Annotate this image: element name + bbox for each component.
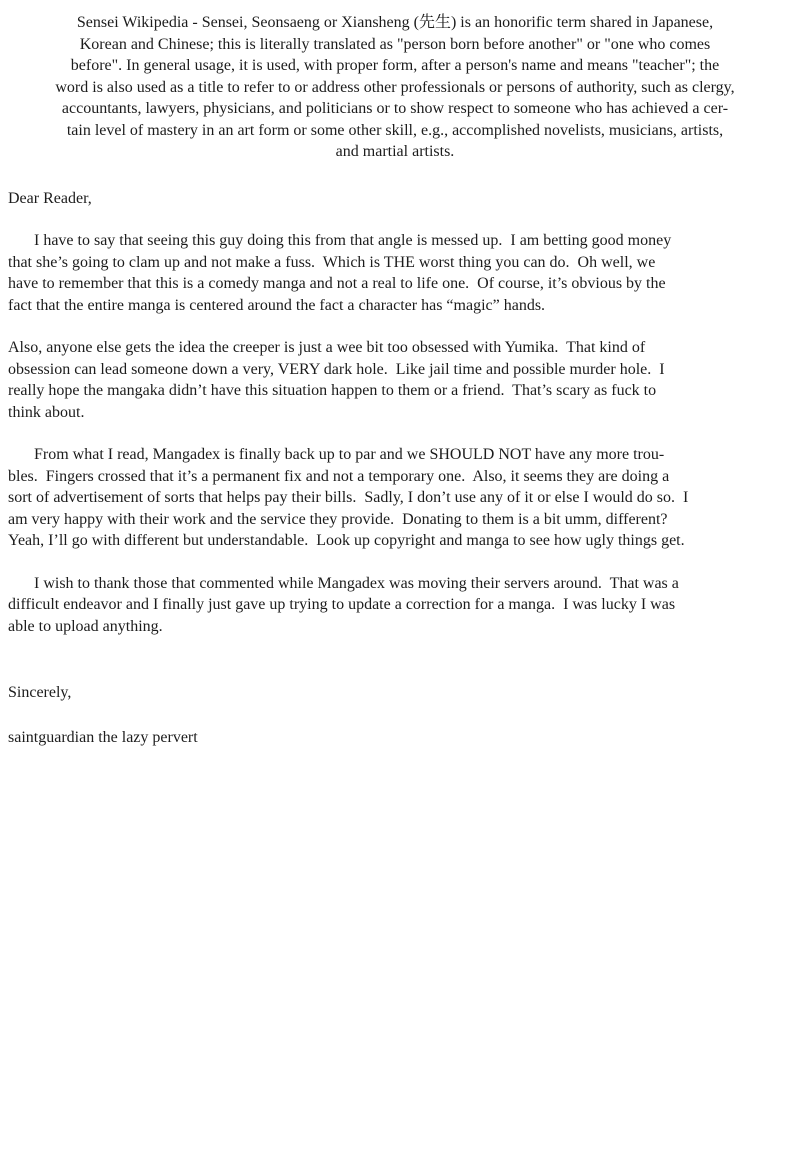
header-paragraph bbox=[8, 12, 782, 163]
text-line: really hope the mangaka didn’t have this situation happen to them or a friend. That’s scary as fuck to bbox=[8, 382, 657, 399]
text-line: fact that the entire manga is centered around the fact a character has “magic” hands. bbox=[8, 296, 546, 314]
text-line: that she’s going to clam up and not make a fuss. Which is THE worst thing you can do. Oh well, we bbox=[8, 253, 656, 271]
text-line: Sensei Wikipedia - Sensei, Seonsaeng or Xiansheng (先生) is an honorific term shared in Japanese, bbox=[76, 14, 714, 31]
paragraph-2 bbox=[8, 337, 782, 423]
text-line: I wish to thank those that commented while Mangadex was moving their servers around. That was a bbox=[34, 574, 679, 592]
paragraph-1 bbox=[8, 230, 782, 316]
text-line: difficult endeavor and I finally just gave up trying to update a correction for a manga. I was lucky I was bbox=[8, 596, 676, 613]
text-line: I have to say that seeing this guy doing this from that angle is messed up. I am betting good money bbox=[34, 232, 672, 249]
text-line: able to upload anything. bbox=[8, 617, 163, 635]
text-line: think about. bbox=[8, 403, 85, 421]
text-line: tain level of mastery in an art form or some other skill, e.g., accomplished novelists, musicians, artists, bbox=[66, 121, 724, 139]
text-line: sort of advertisement of sorts that helps pay their bills. Sadly, I don’t use any of it or else I would do so. I bbox=[8, 489, 689, 506]
closing: Sincerely, bbox=[8, 684, 72, 701]
text-line: before". In general usage, it is used, with proper form, after a person's name and means "teacher"; the bbox=[70, 57, 720, 74]
text-line: From what I read, Mangadex is finally back up to par and we SHOULD NOT have any more trou- bbox=[34, 446, 665, 463]
text-line: Yeah, I’ll go with different but understandable. Look up copyright and manga to see how ugly things get. bbox=[8, 532, 685, 549]
text-line: accountants, lawyers, physicians, and politicians or to show respect to someone who has achieved a cer- bbox=[61, 100, 729, 117]
paragraph-3 bbox=[8, 444, 782, 552]
text-line: bles. Fingers crossed that it’s a permanent fix and not a temporary one. Also, it seems they are doing a bbox=[8, 467, 670, 485]
text-line: obsession can lead someone down a very, VERY dark hole. Like jail time and possible murder hole. I bbox=[8, 360, 665, 378]
salutation: Dear Reader, bbox=[8, 189, 92, 207]
text-line: Korean and Chinese; this is literally translated as "person born before another" or "one who comes bbox=[79, 35, 711, 53]
signature-name: saintguardian the lazy pervert bbox=[8, 728, 198, 746]
text-line: have to remember that this is a comedy manga and not a real to life one. Of course, it’s obvious by the bbox=[8, 275, 666, 292]
text-line: Also, anyone else gets the idea the creeper is just a wee bit too obsessed with Yumika. That kind of bbox=[8, 339, 646, 356]
paragraph-4 bbox=[8, 573, 782, 638]
text-line: word is also used as a title to refer to or address other professionals or persons of authority, such as clergy, bbox=[55, 78, 735, 96]
text-line: am very happy with their work and the service they provide. Donating to them is a bit umm, different? bbox=[8, 510, 668, 528]
text-line: and martial artists. bbox=[335, 143, 455, 160]
